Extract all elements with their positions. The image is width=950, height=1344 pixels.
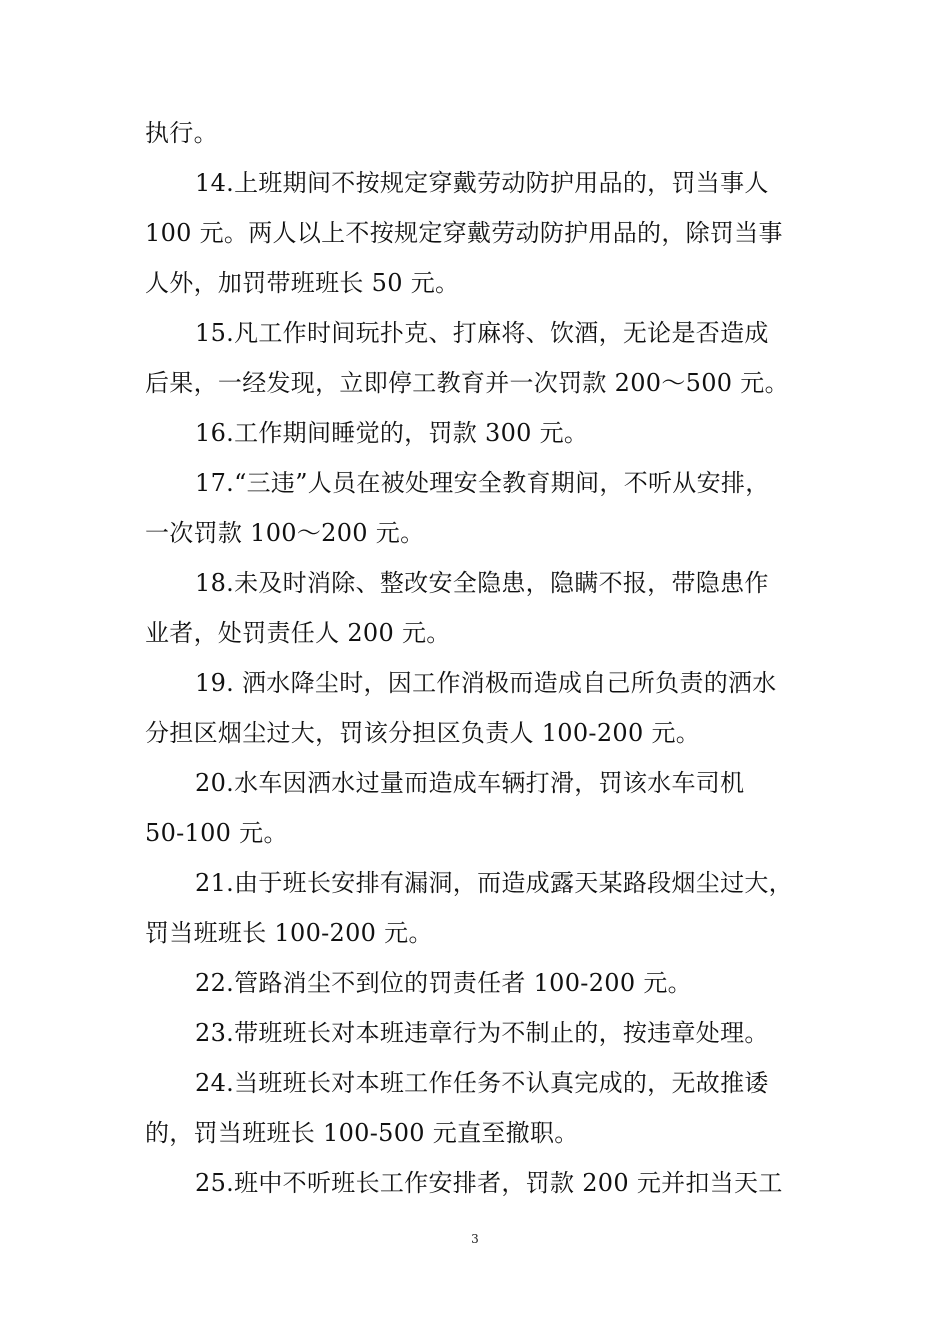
text-line-17: 罚当班班长 100-200 元。 [145, 919, 433, 947]
text-line-2: 14.上班期间不按规定穿戴劳动防护用品的，罚当事人 [195, 169, 769, 197]
text-line-4: 人外，加罚带班班长 50 元。 [145, 269, 460, 297]
text-line-3: 100 元。两人以上不按规定穿戴劳动防护用品的，除罚当事 [145, 219, 783, 247]
text-line-11: 业者，处罚责任人 200 元。 [145, 619, 451, 647]
text-line-16: 21.由于班长安排有漏洞，而造成露天某路段烟尘过大， [195, 869, 793, 897]
text-line-22: 25.班中不听班长工作安排者，罚款 200 元并扣当天工 [195, 1169, 783, 1197]
text-line-10: 18.未及时消除、整改安全隐患，隐瞒不报，带隐患作 [195, 569, 769, 597]
text-line-13: 分担区烟尘过大，罚该分担区负责人 100-200 元。 [145, 719, 701, 747]
text-line-14: 20.水车因洒水过量而造成车辆打滑，罚该水车司机 [195, 769, 745, 797]
text-line-20: 24.当班班长对本班工作任务不认真完成的，无故推诿 [195, 1069, 769, 1097]
text-line-7: 16.工作期间睡觉的，罚款 300 元。 [195, 419, 589, 447]
text-line-6: 后果，一经发现，立即停工教育并一次罚款 200～500 元。 [145, 369, 789, 397]
text-line-21: 的，罚当班班长 100-500 元直至撤职。 [145, 1119, 579, 1147]
text-line-8: 17.“三违”人员在被处理安全教育期间，不听从安排， [195, 469, 770, 497]
text-line-18: 22.管路消尘不到位的罚责任者 100-200 元。 [195, 969, 692, 997]
text-line-9: 一次罚款 100～200 元。 [145, 519, 425, 547]
text-line-15: 50-100 元。 [145, 819, 288, 847]
text-line-12: 19. 洒水降尘时，因工作消极而造成自己所负责的洒水 [195, 669, 777, 697]
text-line-5: 15.凡工作时间玩扑克、打麻将、饮酒，无论是否造成 [195, 319, 769, 347]
text-line-1: 执行。 [145, 119, 218, 147]
text-line-19: 23.带班班长对本班违章行为不制止的，按违章处理。 [195, 1019, 769, 1047]
page-number: 3 [471, 1232, 479, 1246]
